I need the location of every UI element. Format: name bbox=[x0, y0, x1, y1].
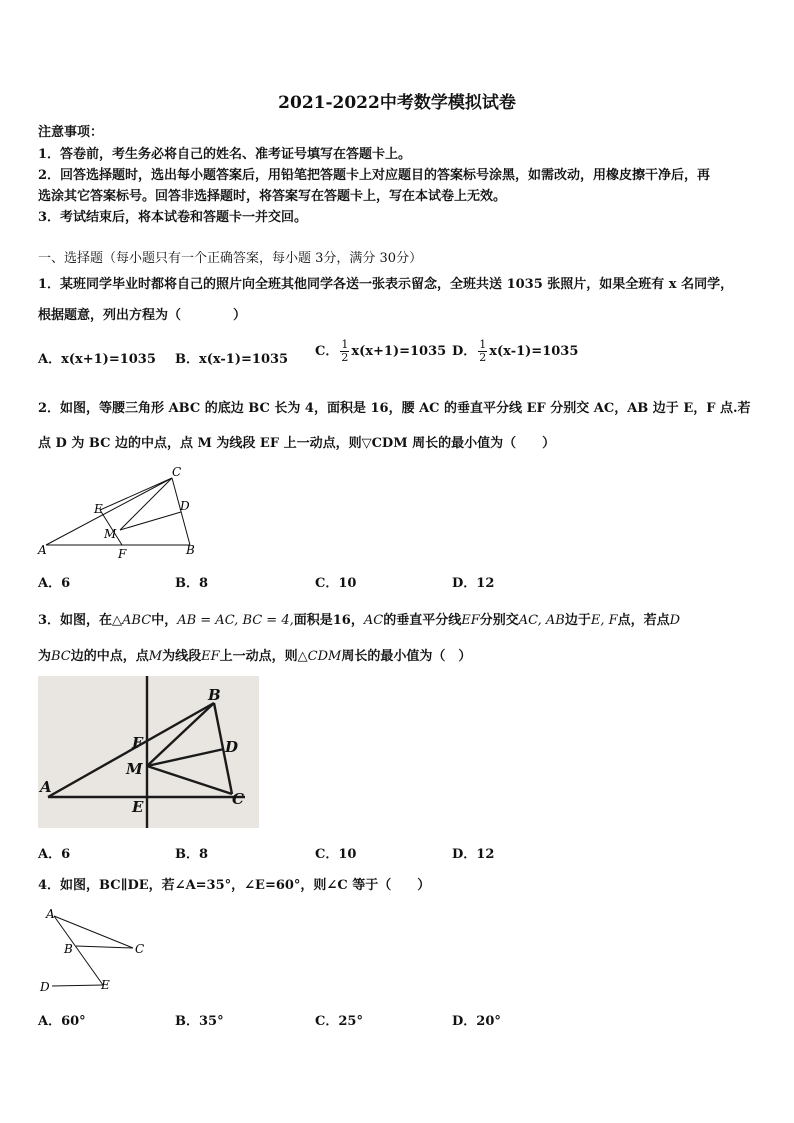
section-heading: 一、选择题（每小题只有一个正确答案，每小题 3分，满分 30分） bbox=[38, 251, 423, 266]
q2-label-a: A bbox=[38, 543, 47, 557]
q1-option-a: A．x(x+1)=1035 bbox=[38, 352, 156, 367]
q4-label-e: E bbox=[101, 978, 110, 992]
q2-stem-line2: 点 D 为 BC 边的中点，点 M 为线段 EF 上一动点，则▽CDM 周长的最小值为（ ） bbox=[38, 436, 556, 451]
q3-label-a: A bbox=[40, 778, 52, 796]
q2-option-c: C．10 bbox=[315, 576, 357, 591]
q2-label-d: D bbox=[180, 499, 190, 513]
q4-label-b: B bbox=[64, 942, 73, 956]
q2-stem-line1: 2．如图，等腰三角形 ABC 的底边 BC 长为 4，面积是 16，腰 AC 的垂直平分线 EF 分别交 AC，AB 边于 E，F 点.若 bbox=[38, 401, 751, 416]
page-title: 2021-2022中考数学模拟试卷 bbox=[278, 93, 516, 113]
q3-figure bbox=[38, 676, 259, 828]
q3-figure-photo bbox=[38, 676, 259, 828]
q3-label-b: B bbox=[208, 686, 221, 704]
q4-label-c: C bbox=[135, 942, 145, 956]
q3-stem-line2: 为BC边的中点，点M为线段EF上一动点，则△CDM周长的最小值为（ ） bbox=[38, 649, 472, 664]
q2-option-a: A．6 bbox=[38, 576, 71, 591]
notice-line-3: 3．考试结束后，将本试卷和答题卡一并交回。 bbox=[38, 210, 308, 225]
q2-label-b: B bbox=[186, 543, 195, 557]
q3-label-f: F bbox=[132, 734, 143, 752]
q4-option-c: C．25° bbox=[315, 1014, 363, 1029]
q4-label-a: A bbox=[46, 907, 55, 921]
q2-label-e: E bbox=[94, 502, 103, 516]
q3-stem-line1: 3．如图，在△ABC中，AB = AC, BC = 4,面积是16，AC的垂直平分线EF分别交AC, AB边于E, F点，若点D bbox=[38, 613, 681, 628]
q3-option-a: A．6 bbox=[38, 847, 71, 862]
q1-option-d-fraction: $\frac{1}{2}$ bbox=[479, 338, 487, 364]
q1-stem-line1: 1．某班同学毕业时都将自己的照片向全班其他同学各送一张表示留念，全班共送 1035 张照片，如果全班有 x 名同学， bbox=[38, 277, 734, 292]
notice-heading: 注意事项： bbox=[38, 125, 104, 140]
q3-label-m: M bbox=[126, 760, 143, 778]
q3-option-b: B．8 bbox=[175, 847, 209, 862]
q2-option-b: B．8 bbox=[175, 576, 209, 591]
notice-line-2b: 选涂其它答案标号。回答非选择题时，将答案写在答题卡上，写在本试卷上无效。 bbox=[38, 189, 507, 204]
q4-stem: 4．如图，BC∥DE，若∠A=35°，∠E=60°，则∠C 等于（ ） bbox=[38, 878, 431, 893]
notice-line-2a: 2．回答选择题时，选出每小题答案后，用铅笔把答题卡上对应题目的答案标号涂黑，如需改动，用橡皮擦干净后，再 bbox=[38, 168, 711, 183]
q4-label-d: D bbox=[40, 980, 50, 994]
q4-figure bbox=[34, 902, 154, 998]
q4-option-d: D．20° bbox=[452, 1014, 501, 1029]
notice-line-1: 1．答卷前，考生务必将自己的姓名、准考证号填写在答题卡上。 bbox=[38, 147, 412, 162]
q4-option-a: A．60° bbox=[38, 1014, 86, 1029]
q2-figure bbox=[30, 462, 210, 562]
q1-option-b: B．x(x-1)=1035 bbox=[175, 352, 289, 367]
q4-option-b: B．35° bbox=[175, 1014, 224, 1029]
q2-label-c: C bbox=[172, 465, 182, 479]
q3-option-c: C．10 bbox=[315, 847, 357, 862]
q3-label-c: C bbox=[232, 790, 244, 808]
q3-label-d: D bbox=[225, 738, 239, 756]
q3-label-e: E bbox=[132, 798, 144, 816]
q2-label-m: M bbox=[104, 527, 117, 541]
q1-option-d: D． $\frac{1}{2}$ x(x-1)=1035 bbox=[452, 338, 579, 364]
q3-option-d: D．12 bbox=[452, 847, 495, 862]
q2-option-d: D．12 bbox=[452, 576, 495, 591]
q1-option-c-fraction: $\frac{1}{2}$ bbox=[341, 338, 349, 364]
q1-stem-line2: 根据题意，列出方程为（ ） bbox=[38, 308, 247, 323]
q1-option-c: C． $\frac{1}{2}$ x(x+1)=1035 bbox=[315, 338, 447, 364]
q2-label-f: F bbox=[118, 547, 127, 561]
